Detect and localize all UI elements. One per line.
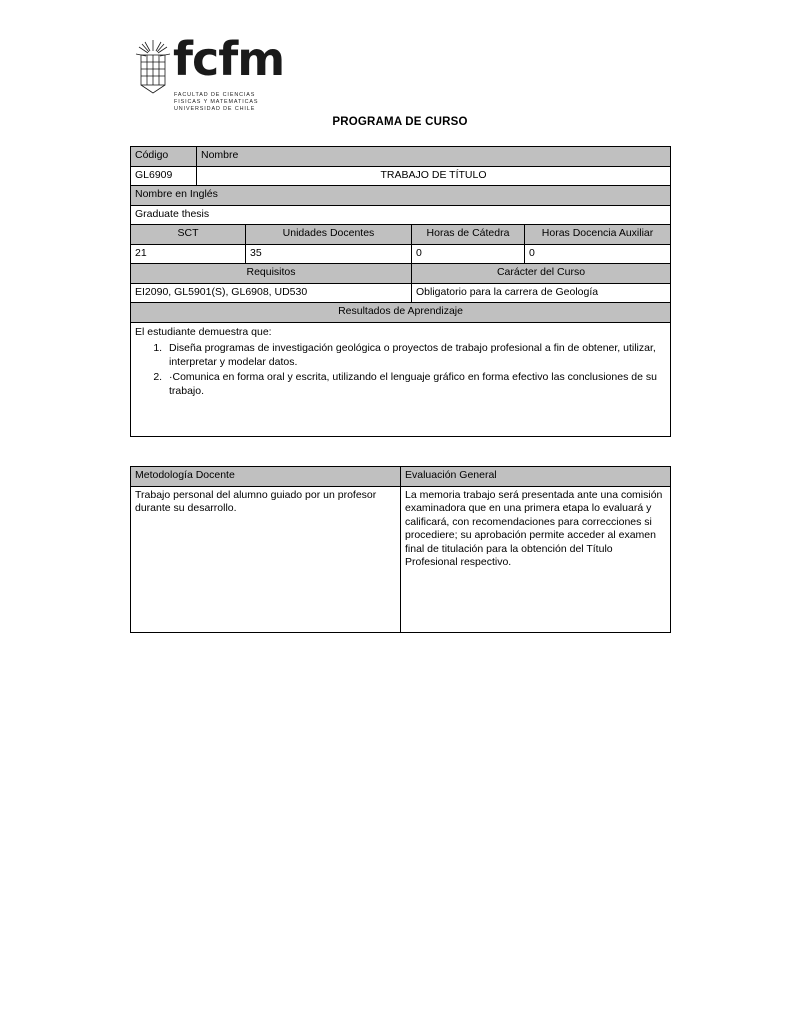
table-row-codigo-nombre-header: [131, 147, 671, 167]
list-item: 2. ·Comunica en forma oral y escrita, utilizando el lenguaje gráfico en forma efectivo las conclusiones de su trabajo.: [165, 370, 666, 398]
table-row-requisitos-values: [131, 283, 671, 303]
cell-header-horas-docencia-auxiliar: Horas Docencia Auxiliar: [525, 225, 671, 245]
cell-header-nombre-ingles: Nombre en Inglés: [131, 186, 671, 206]
logo-subtitle-line-1: FACULTAD DE CIENCIAS: [174, 92, 256, 98]
table-row-codigo-nombre-values: [131, 166, 671, 186]
table-row-nombre-ingles-value: [131, 205, 671, 225]
methodology-evaluation-table: [130, 466, 671, 633]
table-row-hours-values: [131, 244, 671, 264]
cell-header-sct: SCT: [131, 225, 246, 245]
cell-header-codigo: Código: [131, 147, 197, 167]
cell-value-metodologia-docente: Trabajo personal del alumno guiado por un profesor durante su desarrollo.: [131, 486, 401, 632]
cell-header-unidades-docentes: Unidades Docentes: [246, 225, 412, 245]
table-row-method-headers: [131, 467, 671, 487]
university-seal-icon: [133, 38, 173, 96]
table-row-resultados-body: [131, 322, 671, 436]
logo-subtitle-line-2: FISICAS Y MATEMATICAS: [174, 99, 259, 105]
cell-header-evaluacion-general: Evaluación General: [401, 467, 671, 487]
logo-subtitle: [174, 92, 334, 113]
cell-value-horas-catedra: 0: [412, 244, 525, 264]
cell-value-requisitos: EI2090, GL5901(S), GL6908, UD530: [131, 283, 412, 303]
cell-header-caracter: Carácter del Curso: [412, 264, 671, 284]
resultados-list: [135, 341, 666, 398]
cell-header-horas-catedra: Horas de Cátedra: [412, 225, 525, 245]
cell-header-metodologia-docente: Metodología Docente: [131, 467, 401, 487]
cell-header-nombre: Nombre: [197, 147, 671, 167]
table-row-resultados-header: [131, 303, 671, 323]
cell-value-caracter: Obligatorio para la carrera de Geología: [412, 283, 671, 303]
logo-wordmark: fcfm: [173, 32, 285, 86]
cell-value-evaluacion-general: La memoria trabajo será presentada ante una comisión examinadora que en una primera etapa lo evaluará y calificará, con recomendaciones para correcciones si procediere; su aprobación permite acceder al examen final de titulación para la obtención del Título Profesional respectivo.: [401, 486, 671, 632]
cell-resultados-aprendizaje: [131, 322, 671, 436]
cell-header-resultados-aprendizaje: Resultados de Aprendizaje: [131, 303, 671, 323]
cell-value-codigo: GL6909: [131, 166, 197, 186]
resultados-intro: El estudiante demuestra que:: [135, 325, 272, 338]
cell-value-horas-docencia-auxiliar: 0: [525, 244, 671, 264]
cell-value-nombre-ingles: Graduate thesis: [131, 205, 671, 225]
cell-header-requisitos: Requisitos: [131, 264, 412, 284]
faculty-logo: [133, 32, 333, 114]
list-item: 1. Diseña programas de investigación geológica o proyectos de trabajo profesional a fin de obtener, utilizar, interpretar y modelar datos.: [165, 341, 666, 369]
cell-value-nombre: TRABAJO DE TÍTULO: [197, 166, 671, 186]
cell-value-unidades-docentes: 35: [246, 244, 412, 264]
page-title: PROGRAMA DE CURSO: [332, 116, 468, 128]
cell-value-sct: 21: [131, 244, 246, 264]
table-row-method-values: [131, 486, 671, 632]
logo-subtitle-line-3: UNIVERSIDAD DE CHILE: [174, 106, 256, 112]
table-row-nombre-ingles-header: [131, 186, 671, 206]
table-row-hours-headers: [131, 225, 671, 245]
table-row-requisitos-headers: [131, 264, 671, 284]
course-info-table: [130, 146, 671, 437]
